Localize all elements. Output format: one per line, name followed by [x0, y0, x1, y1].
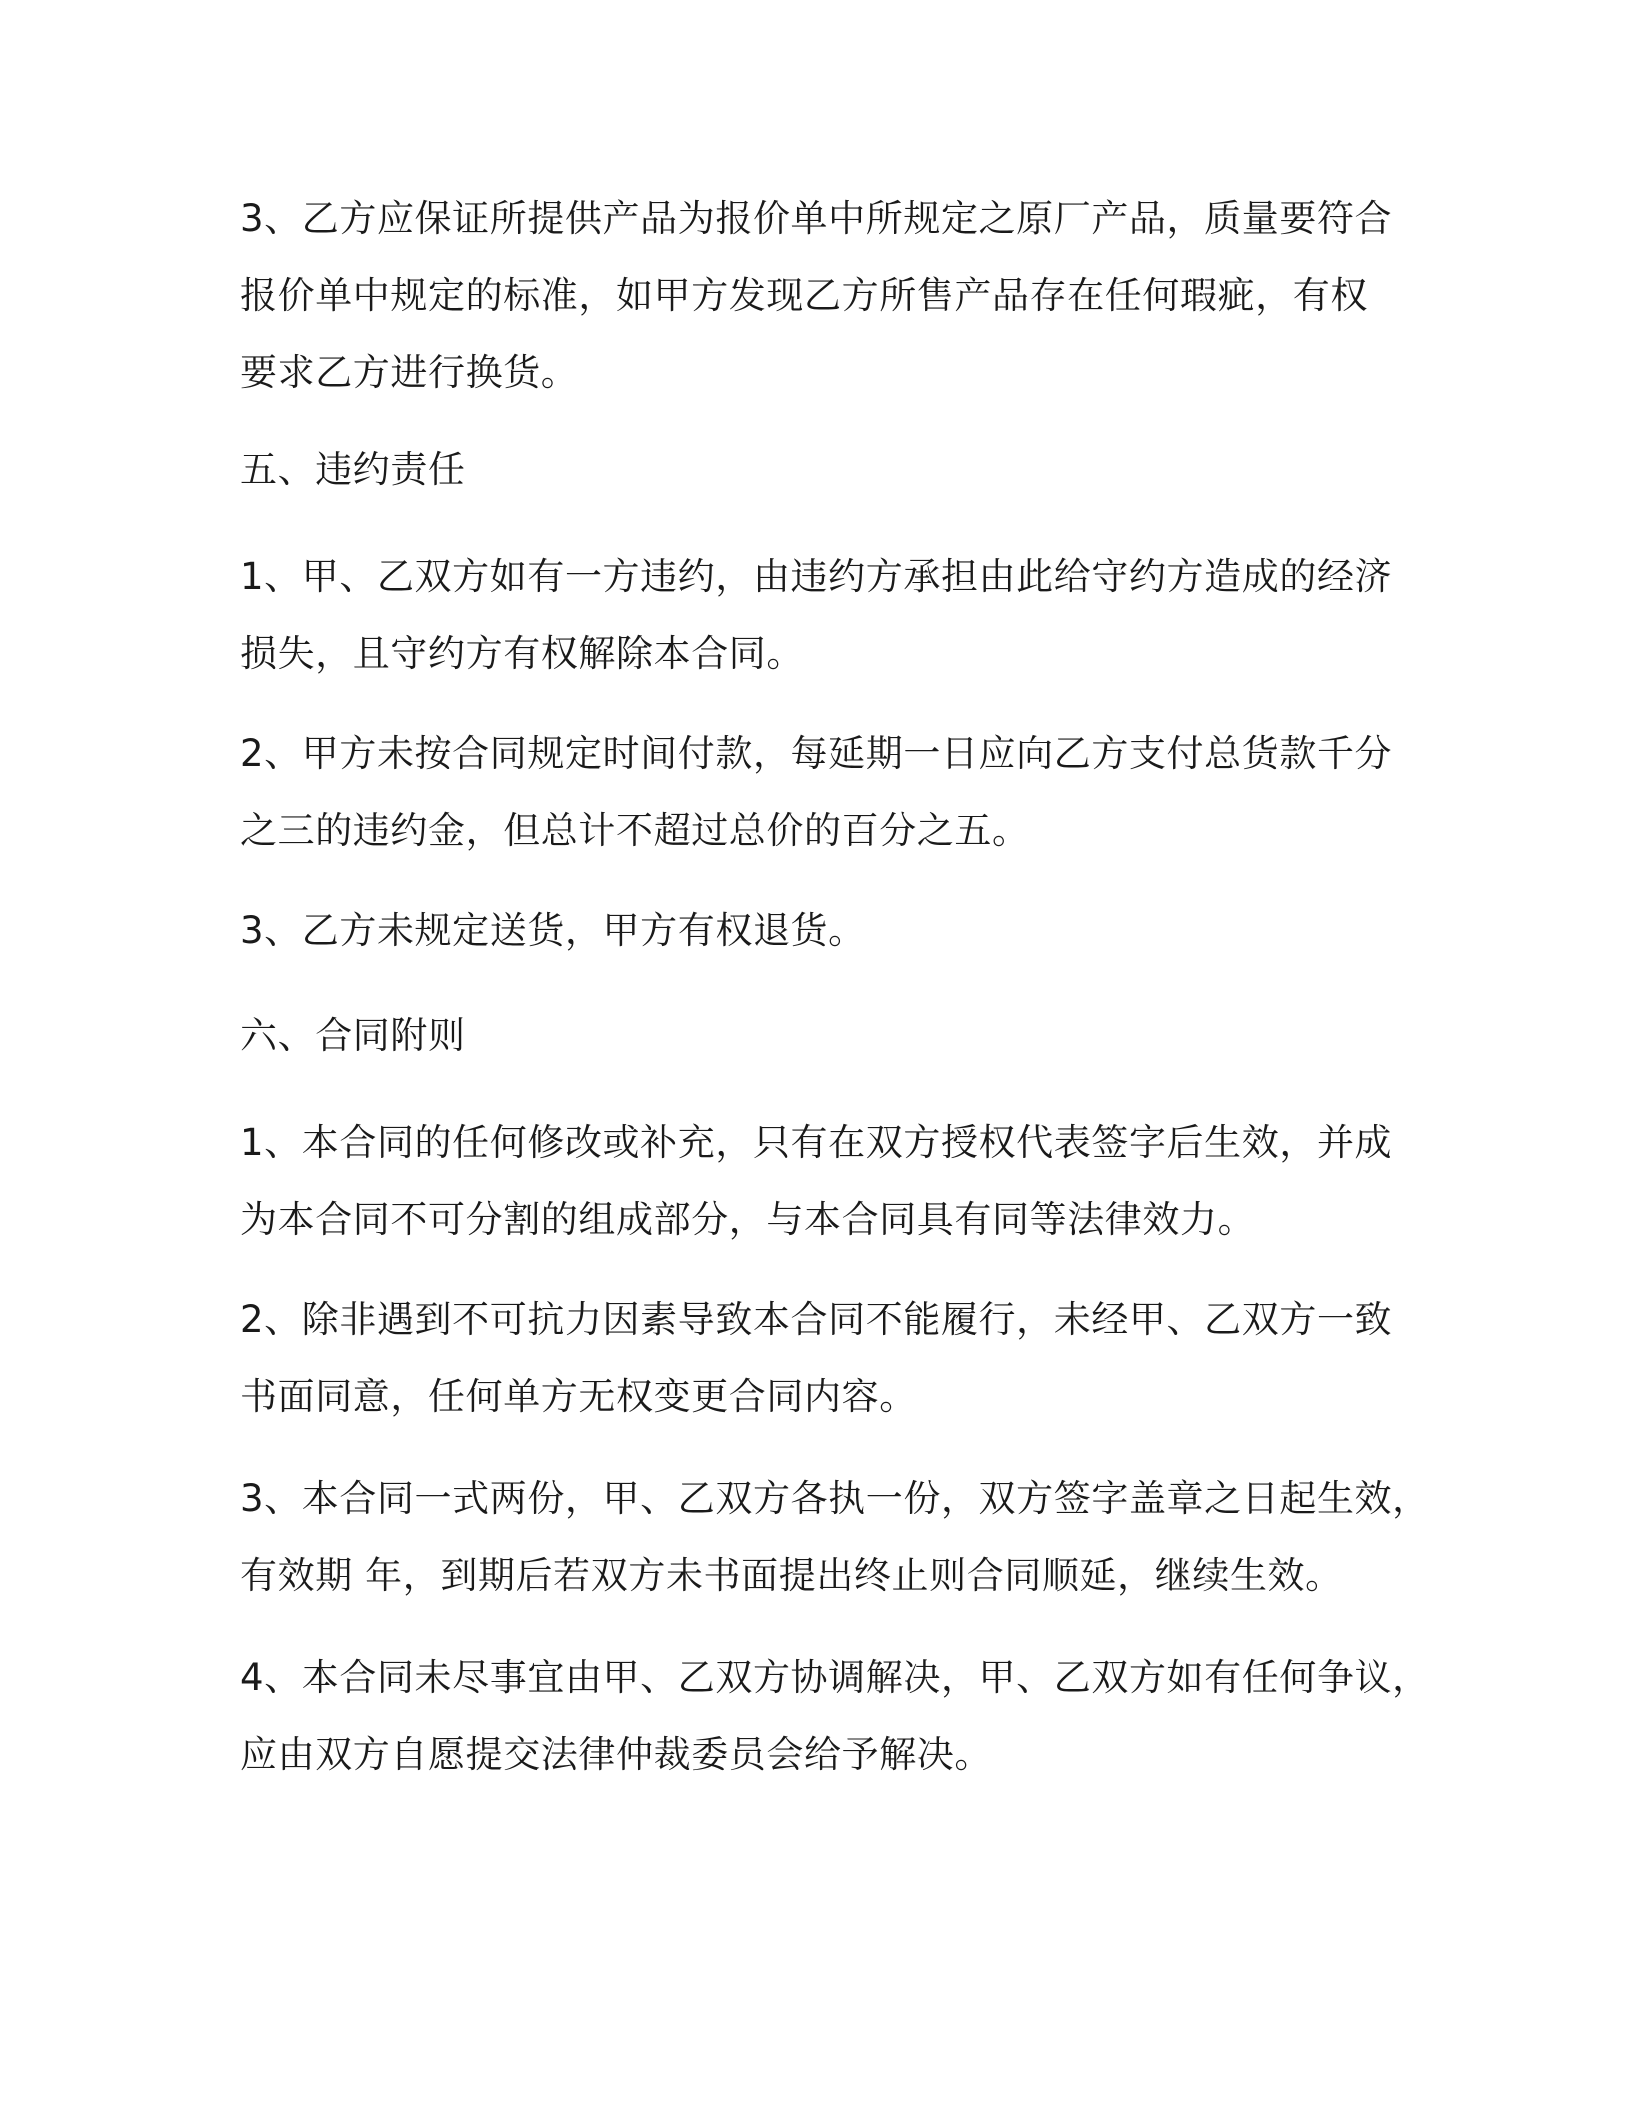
breach-clause-3: 3、乙方未规定送货，甲方有权退货。 [240, 909, 866, 952]
supplementary-clause-1-line-2: 为本合同不可分割的组成部分，与本合同具有同等法律效力。 [240, 1198, 1256, 1241]
supplementary-clause-4-line-1: 4、本合同未尽事宜由甲、乙双方协调解决，甲、乙双方如有任何争议， [240, 1656, 1430, 1699]
supplementary-clause-3-line-2: 有效期 年，到期后若双方未书面提出终止则合同顺延，继续生效。 [240, 1554, 1343, 1597]
supplementary-clause-1-line-1: 1、本合同的任何修改或补充，只有在双方授权代表签字后生效，并成 [240, 1121, 1393, 1164]
breach-clause-1-line-1: 1、甲、乙双方如有一方违约，由违约方承担由此给守约方造成的经济 [240, 555, 1393, 598]
breach-clause-2-line-1: 2、甲方未按合同规定时间付款，每延期一日应向乙方支付总货款千分 [240, 732, 1393, 775]
breach-clause-2-line-2: 之三的违约金，但总计不超过总价的百分之五。 [240, 809, 1030, 852]
breach-clause-1-line-2: 损失，且守约方有权解除本合同。 [240, 632, 804, 675]
supplementary-clause-3-line-1: 3、本合同一式两份，甲、乙双方各执一份，双方签字盖章之日起生效， [240, 1477, 1430, 1520]
supplementary-clause-2-line-2: 书面同意，任何单方无权变更合同内容。 [240, 1375, 917, 1418]
supplementary-clause-4-line-2: 应由双方自愿提交法律仲裁委员会给予解决。 [240, 1733, 992, 1776]
section-heading-breach: 五、违约责任 [240, 448, 466, 491]
supplementary-clause-2-line-1: 2、除非遇到不可抗力因素导致本合同不能履行，未经甲、乙双方一致 [240, 1298, 1393, 1341]
clause-3-quality-line-3: 要求乙方进行换货。 [240, 351, 579, 394]
clause-3-quality-line-2: 报价单中规定的标准，如甲方发现乙方所售产品存在任何瑕疵，有权 [240, 274, 1368, 317]
section-heading-supplementary: 六、合同附则 [240, 1014, 466, 1057]
clause-3-quality-line-1: 3、乙方应保证所提供产品为报价单中所规定之原厂产品，质量要符合 [240, 197, 1393, 240]
